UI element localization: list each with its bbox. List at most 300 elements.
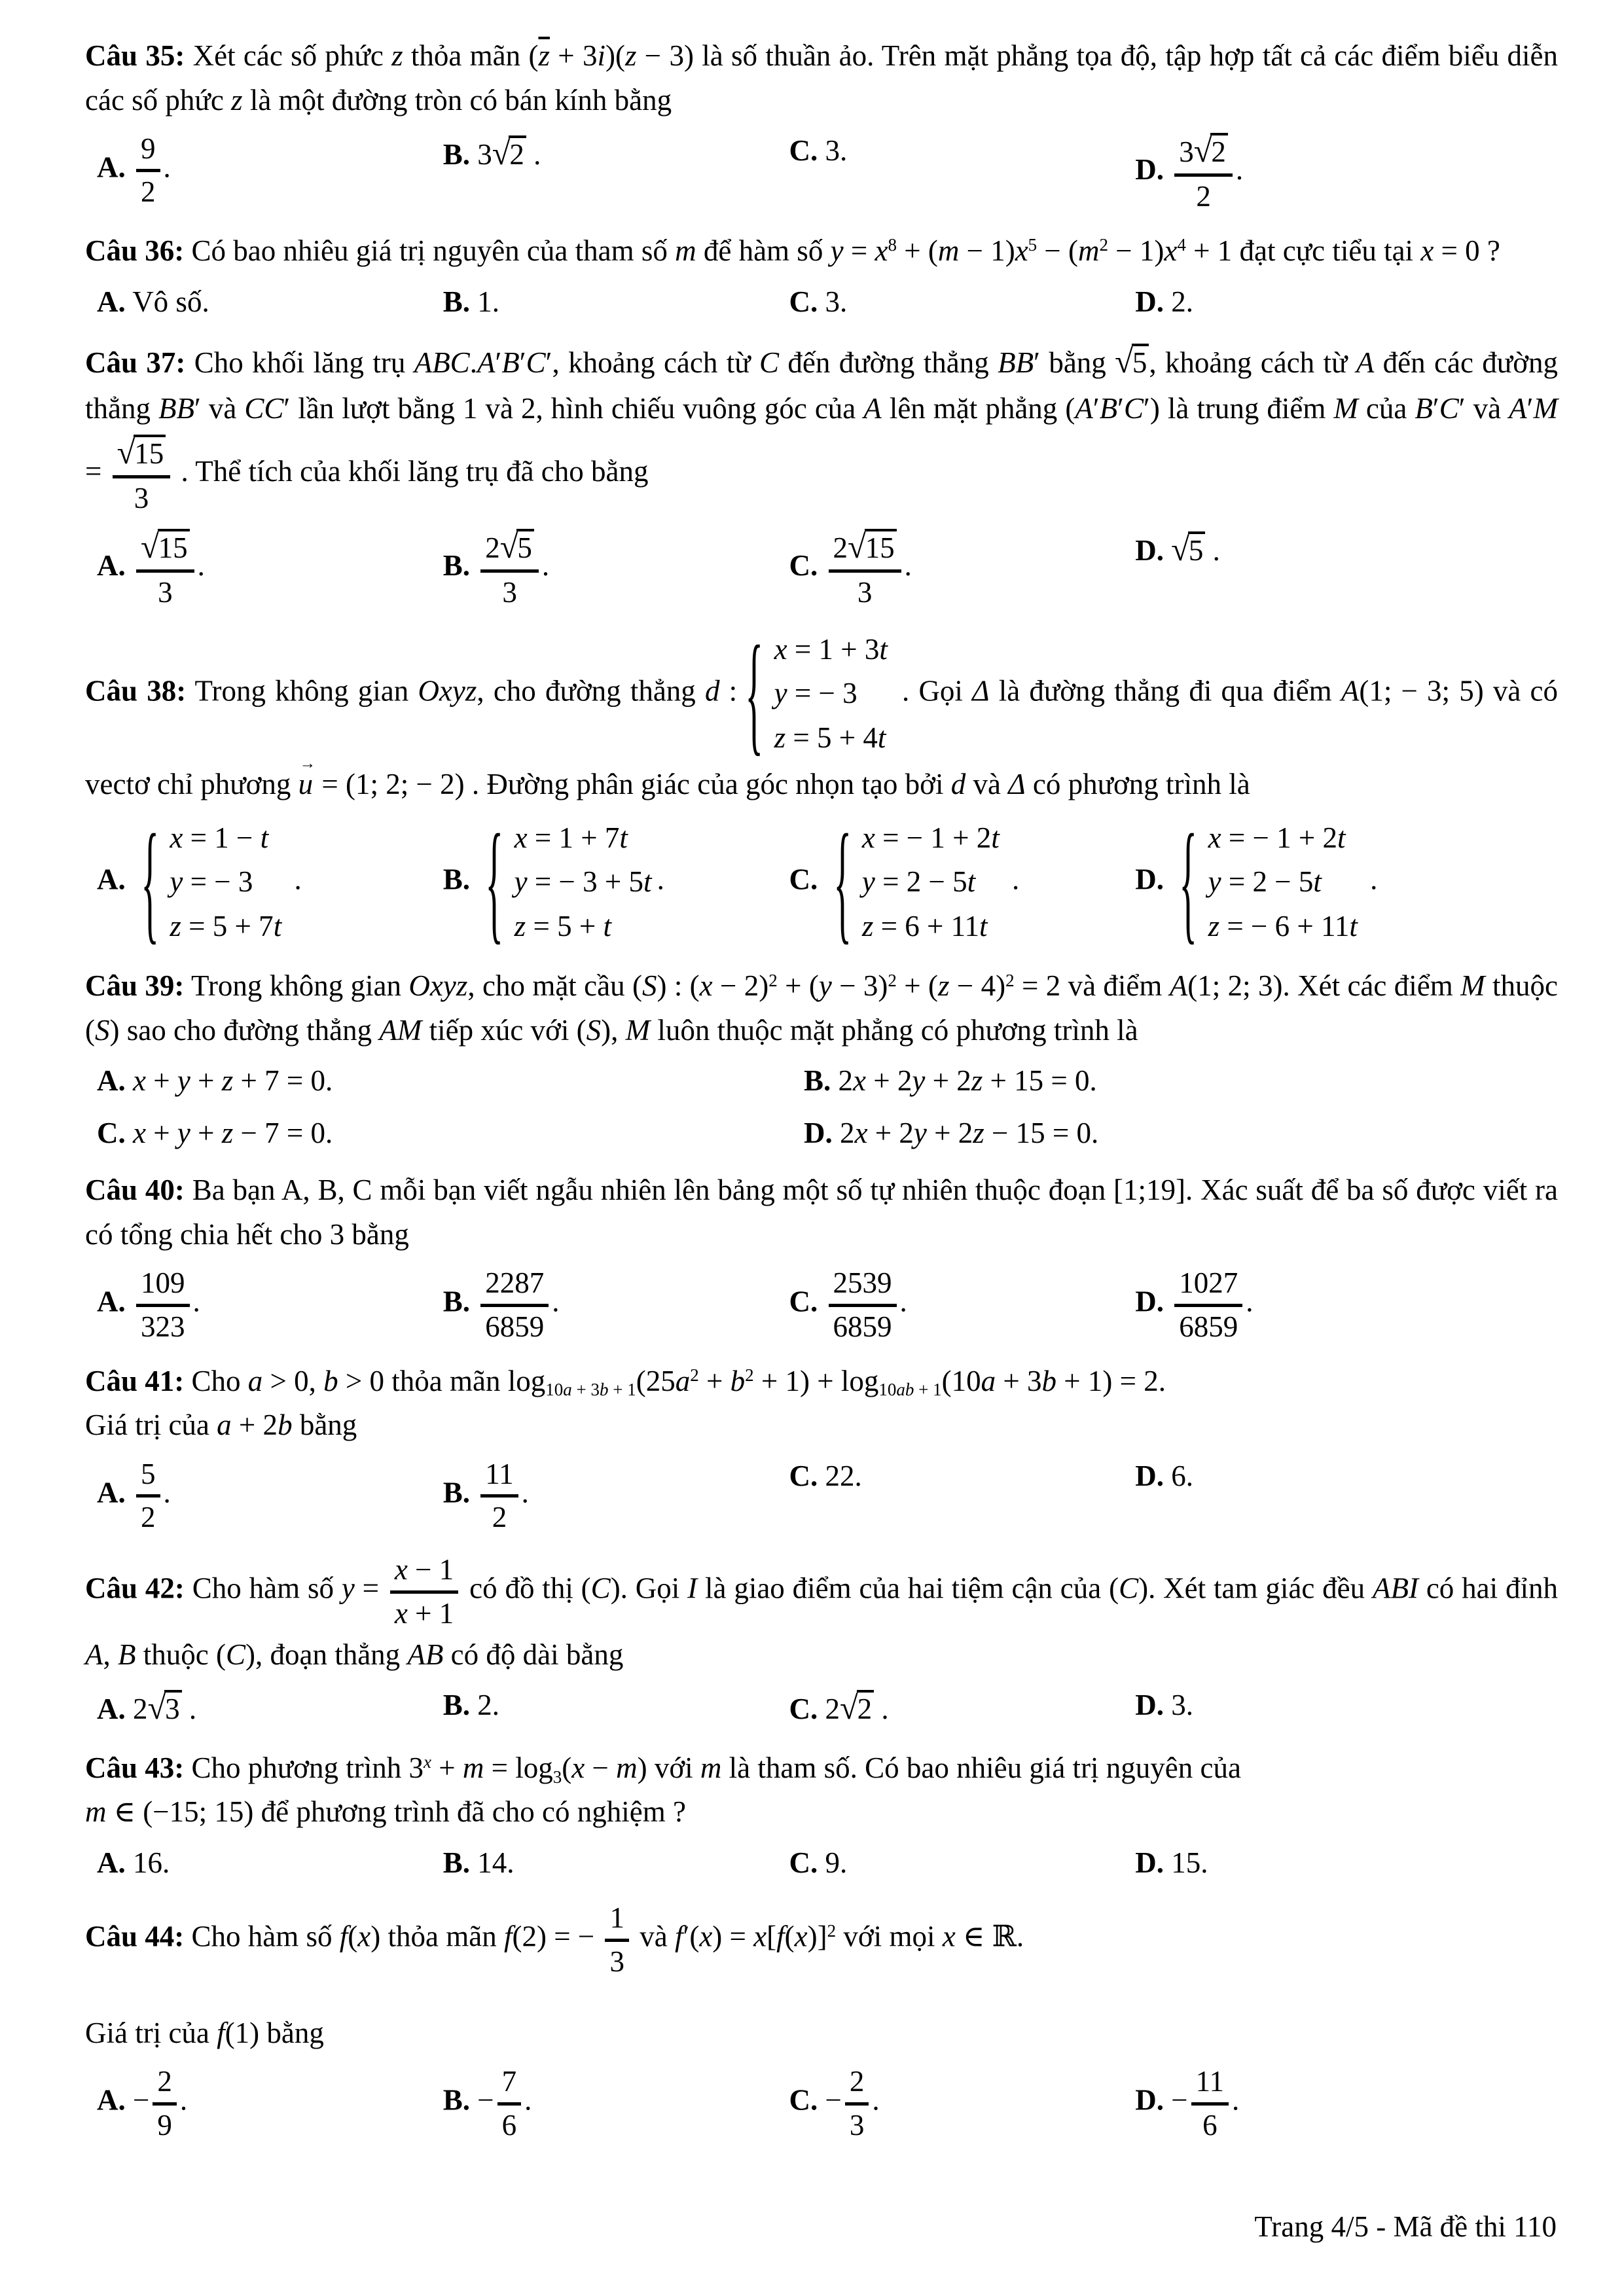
equation-line: x = − 1 + 2t <box>1208 821 1346 854</box>
option-letter: C. <box>789 285 818 318</box>
equation-system <box>1176 806 1358 957</box>
footer-text: Trang 4/5 - Mã đề thi 110 <box>1254 2210 1557 2243</box>
option-letter: B. <box>442 1285 471 1318</box>
option-b: B. $\frac{2√5}{3}$ . <box>431 521 778 616</box>
option-letter: D. <box>1135 1285 1164 1318</box>
numerator: 11 <box>1191 2063 1229 2105</box>
equation-line: x = − 1 + 2t <box>861 821 1000 854</box>
superscript: 2 <box>690 1365 699 1386</box>
question-number: Câu 42: <box>85 1571 185 1605</box>
numerator: 2287 <box>480 1265 549 1306</box>
option-c: C. 9. <box>789 1846 848 1879</box>
fraction <box>829 526 901 611</box>
math-var: x <box>394 1553 408 1587</box>
math-var: y <box>912 1064 926 1098</box>
denominator: 6859 <box>485 1310 545 1343</box>
option-a: A. $\frac{9}{2}$ . <box>85 125 431 220</box>
math-var: x <box>1015 234 1028 268</box>
math-var: y <box>913 1116 927 1149</box>
math-var: b <box>1041 1364 1056 1397</box>
math-var: A <box>477 346 496 380</box>
square-root <box>500 526 534 567</box>
option-c: C. 3. <box>789 285 848 318</box>
math-var: x <box>423 1752 431 1772</box>
math-var: t <box>273 909 282 942</box>
math-var: A <box>1341 674 1360 708</box>
option-letter: A. <box>97 2084 126 2117</box>
denominator: 2 <box>141 175 156 209</box>
question-text: Câu 39: Trong không gian Oxyz, cho mặt cầu (S) : $(x - 2)^2 + (y - 3)^2 + (z - 4)^2 = 2$ và điểm A(1; 2; 3). Xét các điểm M thuộc (S) sao cho đường thẳng AM tiếp xúc với (S), M luôn thuộc mặt phẳng có phương trình là <box>85 969 1558 1047</box>
equation-line: x = 1 − t <box>170 821 269 854</box>
subscript: 10ab + 1 <box>878 1380 942 1400</box>
math-var: AM <box>379 1013 422 1047</box>
option-a: A. − $\frac{2}{9}$ . <box>85 2058 431 2149</box>
math-var: y <box>861 865 875 899</box>
radical-sign: √ <box>840 1689 857 1727</box>
brace-icon: { <box>745 618 764 768</box>
math-var: m <box>1078 234 1100 268</box>
fraction <box>153 2063 177 2144</box>
fraction <box>605 1899 629 1980</box>
questions-container <box>85 34 1558 2158</box>
math-var: M <box>1460 969 1485 1003</box>
fraction <box>136 1456 160 1536</box>
math-var: x <box>753 1920 767 1954</box>
options-row <box>85 125 1558 220</box>
math-var: z <box>971 1064 983 1098</box>
option-c: C. 3. <box>789 134 848 167</box>
math-var: M <box>1533 391 1558 425</box>
brace-icon: { <box>833 806 852 957</box>
math-var: x <box>514 821 528 854</box>
option-letter: C. <box>789 2084 818 2117</box>
options-row <box>85 1679 1558 1737</box>
question-text: Câu 41: Cho a > 0, b > 0 thỏa mãn $\log_{10a + 3b + 1}(25a^2 + b^2 + 1) + \log_{10ab + 1}(10a + 3b + 1) = 2$. <box>85 1364 1166 1400</box>
math-var: f <box>339 1920 348 1954</box>
question-43 <box>85 1746 1558 1890</box>
math-var: B <box>1099 391 1118 425</box>
question-36 <box>85 229 1558 328</box>
math-var: BB <box>158 391 194 425</box>
question-35 <box>85 34 1558 220</box>
question-number: Câu 44: <box>85 1920 185 1954</box>
math-var: Δ <box>972 674 990 708</box>
numerator: 11 <box>480 1456 518 1498</box>
equations <box>862 816 1000 949</box>
math-var: t <box>603 909 611 942</box>
math-var: t <box>260 821 269 854</box>
math-var: M <box>625 1013 651 1047</box>
math-var: x <box>774 632 787 666</box>
math-var: BB <box>998 346 1034 380</box>
question-37 <box>85 337 1558 616</box>
option-letter: A. <box>97 285 126 318</box>
numerator <box>136 526 194 573</box>
math-var: x <box>133 1064 146 1098</box>
equations <box>170 816 281 949</box>
radicand: 5 <box>516 529 534 564</box>
square-root <box>117 432 166 473</box>
equation-line: z = 5 + 7t <box>170 909 282 942</box>
option-letter: A. <box>97 1064 126 1098</box>
denominator: 2 <box>141 1501 156 1534</box>
square-root <box>148 1683 182 1733</box>
math-var: t <box>643 865 652 899</box>
radicand: 15 <box>134 435 166 470</box>
option-letter: A. <box>97 1476 126 1509</box>
option-d: D. 2. <box>1135 285 1193 318</box>
option-letter: B. <box>442 548 471 582</box>
equations <box>514 816 652 949</box>
radicand: 3 <box>164 1690 182 1725</box>
radical-sign: √ <box>141 528 158 565</box>
fraction <box>136 1265 190 1345</box>
option-d: D. 2x + 2y + 2z − 15 = 0. <box>804 1116 1099 1149</box>
option-letter: A. <box>97 1846 126 1879</box>
question-text: Câu 35: Xét các số phức z thỏa mãn $(\overline{z} + 3i)(z - 3)$ là số thuần ảo. Trên mặt phẳng tọa độ, tập hợp tất cả các điểm biểu diễn các số phức z là một đường tròn có bán kính bằng <box>85 39 1558 117</box>
equation-line: y = − 3 + 5t <box>514 865 652 899</box>
option-b: B. 2. <box>442 1689 500 1722</box>
math-var: a <box>563 1380 572 1400</box>
option-letter: B. <box>442 285 471 318</box>
math-var: C <box>759 346 780 380</box>
math-var: z <box>938 969 950 1003</box>
option-letter: C. <box>789 1693 818 1726</box>
denominator: 3 <box>158 575 173 609</box>
math-var: t <box>877 721 886 754</box>
radical-sign: √ <box>147 1689 165 1727</box>
option-letter: D. <box>1135 152 1164 186</box>
equation-line: z = − 6 + 11t <box>1208 909 1358 942</box>
math-var: x <box>394 1596 408 1630</box>
math-var: Oxyz <box>418 674 477 708</box>
fraction <box>1174 1265 1242 1345</box>
option-letter: B. <box>442 1476 471 1509</box>
question-text: Câu 42: Cho hàm số y = $\frac{x - 1}{x + 1}$ có đồ thị (C). Gọi I là giao điểm của hai tiệm cận của (C). Xét tam giác đều ABI có hai đỉnh A, B thuộc (C), đoạn thẳng AB có độ dài bằng <box>85 1550 1558 1677</box>
math-var: m <box>675 234 696 268</box>
denominator: x + 1 <box>394 1596 454 1630</box>
superscript: 4 <box>1177 235 1186 255</box>
option-letter: A. <box>97 548 126 582</box>
option-letter: C. <box>789 1285 818 1318</box>
fraction <box>480 526 539 611</box>
subscript: 10a + 3b + 1 <box>545 1380 636 1400</box>
numerator: 109 <box>136 1265 190 1306</box>
fraction <box>390 1551 458 1632</box>
math-var: x <box>853 1064 866 1098</box>
numerator <box>113 432 171 478</box>
math-var: d <box>950 768 966 801</box>
math-var: x <box>854 1116 868 1149</box>
option-letter: C. <box>789 1459 818 1492</box>
question-text: Câu 44: Cho hàm số f(x) thỏa mãn f(2) = − $\frac{1}{3}$ và $f'(x) = x[f(x)]^2$ với mọi x ∈ ℝ. <box>85 1898 1558 1981</box>
math-var: M <box>1333 391 1358 425</box>
math-var: y <box>170 865 183 899</box>
math-var: t <box>1313 865 1322 899</box>
question-38 <box>85 618 1558 957</box>
question-number: Câu 43: <box>85 1751 185 1784</box>
numerator: 2√15 <box>829 526 901 573</box>
radical-sign: √ <box>492 135 509 171</box>
equation-system <box>742 618 888 768</box>
brace-icon: { <box>485 806 504 957</box>
numerator: 1 <box>605 1899 629 1941</box>
fraction <box>1174 130 1233 215</box>
option-b: B. − $\frac{7}{6}$ . <box>431 2058 778 2149</box>
question-text: Câu 40: Ba bạn A, B, C mỗi bạn viết ngẫu nhiên lên bảng một số tự nhiên thuộc đoạn [1;19]. Xác suất để ba số được viết ra có tổng chia hết cho 3 bằng <box>85 1174 1558 1251</box>
radical-sign: √ <box>117 434 134 471</box>
denominator: 323 <box>141 1310 185 1343</box>
option-d: D. { x = − 1 + 2t y = 2 − 5t z = − 6 + 11t . <box>1135 806 1378 957</box>
radical-sign: √ <box>1115 343 1132 380</box>
question-39 <box>85 964 1558 1159</box>
math-var: z <box>774 721 786 754</box>
fraction <box>480 1456 518 1536</box>
math-var: t <box>879 632 888 666</box>
question-number: Câu 37: <box>85 346 186 380</box>
square-root <box>1194 130 1228 171</box>
options-row <box>85 2058 1558 2149</box>
option-letter: D. <box>1135 533 1164 567</box>
option-b: B. 14. <box>442 1846 514 1879</box>
options-row <box>85 1055 1558 1159</box>
math-var: b <box>600 1380 609 1400</box>
math-var: S <box>641 969 657 1003</box>
math-var: z <box>170 909 181 942</box>
radicand: 2 <box>857 1690 875 1725</box>
question-44 <box>85 1898 1558 2149</box>
math-var: f <box>776 1920 785 1954</box>
denominator: 9 <box>157 2108 172 2142</box>
math-var: t <box>979 909 988 942</box>
math-var: x <box>571 1751 585 1784</box>
denominator: 6 <box>1202 2108 1218 2142</box>
superscript: 2 <box>1099 235 1109 255</box>
math-var: x <box>1164 234 1178 268</box>
math-var: b <box>278 1408 293 1442</box>
numerator: 2 <box>845 2063 869 2105</box>
radical-sign: √ <box>1171 530 1188 567</box>
option-letter: C. <box>97 1116 126 1149</box>
options-row <box>85 276 1558 329</box>
option-letter: C. <box>789 548 818 582</box>
option-d: D. $\frac{3√2}{2}$ . <box>1123 125 1558 220</box>
denominator: 3 <box>849 2108 865 2142</box>
option-a: A. 2√3 . <box>85 1679 431 1737</box>
superscript: 2 <box>827 1921 837 1941</box>
numerator: 1027 <box>1174 1265 1242 1306</box>
radicand: 5 <box>1132 344 1149 379</box>
option-letter: B. <box>442 138 471 171</box>
math-var: C <box>526 346 546 380</box>
option-c: C. $\frac{2√15}{3}$ . <box>778 521 1124 616</box>
fraction <box>136 130 160 211</box>
math-var: y <box>177 1116 190 1149</box>
math-var: B <box>1415 391 1433 425</box>
numerator: 2 <box>153 2063 177 2105</box>
option-b: B. $\frac{2287}{6859}$ . <box>431 1259 778 1350</box>
math-var: b <box>730 1364 746 1397</box>
vector: u → <box>298 762 314 807</box>
fraction <box>829 1265 897 1345</box>
fraction <box>1191 2063 1229 2144</box>
math-var: C <box>1124 391 1144 425</box>
option-d: D. $\frac{1027}{6859}$ . <box>1123 1259 1558 1350</box>
equation-line: x = 1 + 7t <box>514 821 628 854</box>
math-var: A <box>1509 391 1527 425</box>
math-var: ABC <box>414 346 470 380</box>
math-var: ABI <box>1373 1571 1418 1605</box>
math-var: a <box>247 1364 263 1397</box>
denominator: 3 <box>609 1945 624 1978</box>
math-var: z <box>624 39 637 72</box>
brace-icon: { <box>141 806 159 957</box>
math-var: y <box>341 1571 355 1605</box>
fraction <box>497 2063 522 2144</box>
option-b: B. 1. <box>442 285 500 318</box>
option-letter: A. <box>97 863 126 896</box>
math-var: a <box>675 1364 691 1397</box>
numerator: 7 <box>497 2063 522 2105</box>
question-42 <box>85 1550 1558 1737</box>
option-c: C. x + y + z − 7 = 0. <box>97 1116 333 1149</box>
math-var: x <box>794 1920 808 1954</box>
question-text: Câu 37: Cho khối lăng trụ ABC.A′B′C′, khoảng cách từ C đến đường thẳng BB′ bằng √5, khoảng cách từ A đến các đường thẳng BB′ và CC′ lần lượt bằng 1 và 2, hình chiếu vuông góc của A lên mặt phẳng (A′B′C′) là trung điểm M của B′C′ và A′M = $\frac{√15}{3}$ . Thể tích của khối lăng trụ đã cho bằng <box>85 337 1558 518</box>
question-number: Câu 35: <box>85 39 185 72</box>
math-var: A <box>1169 969 1188 1003</box>
option-c: C. 2√2 . <box>778 1679 1124 1737</box>
question-text: Giá trị của f(1) bằng <box>85 2016 324 2049</box>
math-var: C <box>1119 1571 1139 1605</box>
equation-line: z = 6 + 11t <box>861 909 988 942</box>
math-var: C <box>590 1571 611 1605</box>
math-var: x <box>1208 821 1221 854</box>
math-var: a <box>981 1364 996 1397</box>
options-row <box>85 521 1558 616</box>
equation-line: y = − 3 <box>170 865 253 899</box>
math-var: x <box>875 234 888 268</box>
math-var: Oxyz <box>408 969 468 1003</box>
denominator: 6 <box>501 2108 517 2142</box>
superscript: 2 <box>768 970 778 990</box>
option-letter: D. <box>1135 1689 1164 1722</box>
numerator: 9 <box>136 130 160 172</box>
math-var: t <box>1337 821 1346 854</box>
math-var: S <box>586 1013 602 1047</box>
square-root <box>840 1683 874 1733</box>
math-var: x <box>699 969 713 1003</box>
radicand: 2 <box>1210 133 1228 168</box>
option-letter: D. <box>1135 863 1164 896</box>
superscript: 2 <box>1005 970 1015 990</box>
math-var: x <box>357 1920 371 1954</box>
math-var: I <box>687 1571 698 1605</box>
math-var: x <box>861 821 875 854</box>
math-var: z <box>221 1116 234 1149</box>
question-text: Câu 38: Trong không gian Oxyz, cho đường thẳng d : { x = 1 + 3t y = − 3 z = 5 + 4t . Gọi Δ là đường thẳng đi qua điểm A(1; − 3; 5) và có vectơ chỉ phương u → = (1; 2; − 2) . Đường phân giác của góc nhọn tạo bởi d và Δ có phương trình là <box>85 625 1558 807</box>
numerator: 2√5 <box>480 526 539 573</box>
option-d: D. √5 . <box>1123 521 1558 616</box>
option-c: C. { x = − 1 + 2t y = 2 − 5t z = 6 + 11t . <box>789 806 1020 957</box>
equation-line: y = 2 − 5t <box>861 865 976 899</box>
square-root <box>1171 525 1205 575</box>
math-var: z <box>861 909 874 942</box>
math-var: S <box>95 1013 110 1047</box>
math-var: A <box>863 391 882 425</box>
denominator: 2 <box>1196 180 1211 213</box>
options-row <box>85 1259 1558 1350</box>
radical-sign: √ <box>1193 132 1211 169</box>
option-b: B. { x = 1 + 7t y = − 3 + 5t z = 5 + t . <box>442 806 664 957</box>
equation-system <box>831 806 1000 957</box>
question-number: Câu 41: <box>85 1364 185 1397</box>
options-row <box>85 1837 1558 1890</box>
math-var: B <box>501 346 520 380</box>
denominator: 6859 <box>833 1310 892 1343</box>
option-letter: C. <box>789 1846 818 1879</box>
equation-line: x = 1 + 3t <box>774 632 888 666</box>
question-number: Câu 40: <box>85 1174 185 1207</box>
question-number: Câu 36: <box>85 234 185 268</box>
denominator: 2 <box>492 1501 507 1534</box>
option-letter: D. <box>1135 1459 1164 1492</box>
denominator: 6859 <box>1179 1310 1238 1343</box>
option-a: A. Vô số. <box>97 285 209 318</box>
equation-system <box>138 806 282 957</box>
question-41 <box>85 1359 1558 1541</box>
math-var: z <box>221 1064 234 1098</box>
option-letter: A. <box>97 1285 126 1318</box>
option-letter: C. <box>789 863 818 896</box>
option-letter: D. <box>804 1116 833 1149</box>
math-var: m <box>462 1751 484 1784</box>
option-c: C. − $\frac{2}{3}$ . <box>778 2058 1124 2149</box>
radical-sign: √ <box>848 528 865 565</box>
fraction <box>136 526 194 611</box>
question-number: Câu 38: <box>85 674 187 708</box>
subscript: 3 <box>552 1767 562 1787</box>
page-footer <box>1254 2210 1557 2244</box>
option-a: A. { x = 1 − t y = − 3 z = 5 + 7t . <box>97 806 302 957</box>
question-text: Giá trị của a + 2b bằng <box>85 1408 357 1442</box>
math-var: A <box>1075 391 1093 425</box>
denominator: 3 <box>134 482 149 515</box>
math-var: y <box>1208 865 1221 899</box>
math-var: A <box>1356 346 1375 380</box>
option-a: A. $\frac{109}{323}$ . <box>85 1259 431 1350</box>
option-c: C. $\frac{2539}{6859}$ . <box>778 1259 1124 1350</box>
equation-system <box>482 806 652 957</box>
superscript: 8 <box>888 235 897 255</box>
superscript <box>424 1752 431 1772</box>
math-var: Δ <box>1008 768 1026 801</box>
option-c: C. 22. <box>789 1459 862 1492</box>
option-b: B. $\frac{11}{2}$ . <box>431 1450 778 1541</box>
math-var: A <box>85 1638 103 1671</box>
option-letter: D. <box>1135 285 1164 318</box>
question-text: Câu 43: Cho phương trình $3^x + m = \log_3(x - m)$ với m là tham số. Có bao nhiêu giá trị nguyên của <box>85 1751 1241 1787</box>
question-text: m ∈ (−15; 15) để phương trình đã cho có nghiệm ? <box>85 1795 686 1829</box>
option-b: B. 2x + 2y + 2z + 15 = 0. <box>804 1064 1097 1098</box>
brace-icon: { <box>1179 806 1198 957</box>
math-var: z <box>1208 909 1220 942</box>
equation-line: z = 5 + 4t <box>774 721 886 754</box>
math-var: m <box>700 1751 722 1784</box>
fraction <box>113 432 171 516</box>
option-d: D. 15. <box>1135 1846 1208 1879</box>
math-var: ab <box>896 1380 914 1400</box>
math-var: f <box>217 2016 225 2049</box>
